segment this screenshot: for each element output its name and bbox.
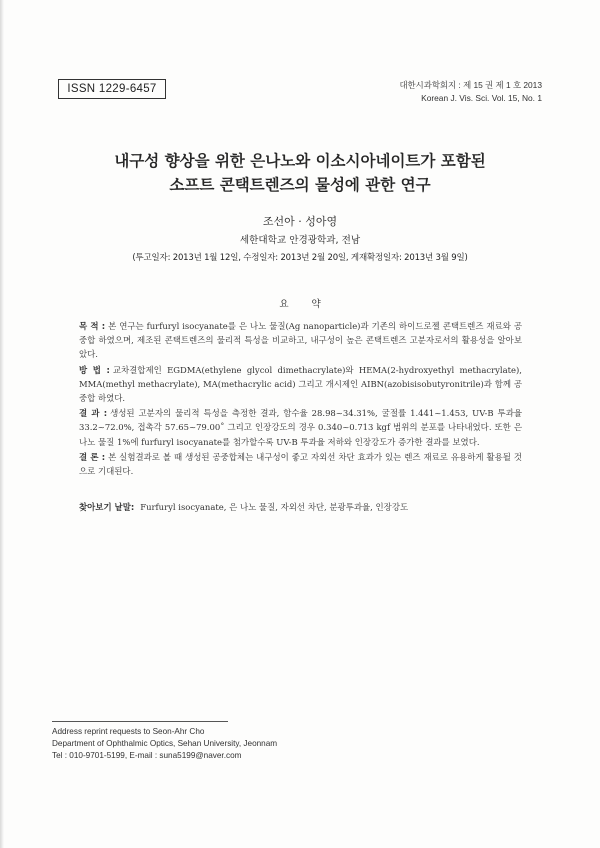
abstract-conclusion: [79, 450, 522, 478]
abstract-body: [79, 319, 522, 479]
footnote-line-2: Department of Ophthalmic Optics, Sehan University, Jeonnam: [52, 739, 278, 748]
paper-title-line-1: 내구성 향상을 위한 은나노와 이소시아네이트가 포함된: [114, 152, 486, 170]
authors: 조선아 · 성아영: [262, 215, 338, 228]
affiliation: 세한대학교 안경광학과, 전남: [239, 235, 361, 246]
abstract-results: [79, 406, 522, 449]
journal-citation: [399, 79, 542, 105]
abstract-conclusion-label: 결 론 :: [79, 451, 106, 462]
keywords-label: 찾아보기 낱말:: [79, 502, 135, 512]
abstract-heading: 요 약: [279, 299, 331, 310]
correspondence-footnote: [52, 726, 452, 762]
abstract-purpose-label: 목 적 :: [79, 321, 106, 331]
abstract-methods: [79, 363, 522, 406]
abstract-results-label: 결 과 :: [79, 408, 108, 419]
abstract-methods-label: 방 법 :: [79, 364, 110, 375]
journal-citation-english: Korean J. Vis. Sci. Vol. 15, No. 1: [421, 93, 542, 103]
issn-box: ISSN 1229-6457: [58, 79, 166, 99]
keywords-text: Furfuryl isocyanate, 은 나노 물질, 자외선 차단, 분광투과율, 인장강도: [140, 502, 409, 512]
abstract-purpose-text: 본 연구는 furfuryl isocyanate를 은 나노 물질(Ag nanoparticle)과 기존의 하이드로젤 콘택트렌즈 재료와 공중합 하였으며, 제조된 콘택트렌즈의 물리적 특성을 비교하고, 내구성이 높은 콘택트렌즈 고분자로서의 활용성을 알아보았다.: [79, 321, 522, 360]
abstract-methods-text: 교차결합제인 EGDMA(ethylene glycol dimethacrylate)와 HEMA(2-hydroxyethyl methacrylate), MMA(methyl methacrylate), MA(methacrylic acid) 그리고 개시제인 AIBN(azobisisobutyronitrile)과 함께 공중합 하였다.: [79, 364, 522, 404]
abstract-results-text: 생성된 고분자의 물리적 특성을 측정한 결과, 함수율 28.98~34.31%, 굴절률 1.441~1.453, UV-B 투과율 33.2~72.0%, 접촉각 57.65~79.00˚ 그리고 인장강도의 경우 0.340~0.713 kgf 범위의 분포를 나타내었다. 또한 은 나노 물질 1%에 furfuryl isocyanate를 첨가할수록 UV-B 투과율 저하와 인장강도가 증가한 결과를 보였다.: [79, 408, 522, 447]
paper-title-line-2: 소프트 콘택트렌즈의 물성에 관한 연구: [169, 176, 431, 194]
abstract-conclusion-text: 본 실험결과로 볼 때 생성된 공중합체는 내구성이 좋고 자외선 차단 효과가 있는 렌즈 재료로 유용하게 활용될 것으로 기대된다.: [79, 451, 522, 477]
page-edge-shadow: [0, 0, 4, 848]
journal-citation-korean: 대한시과학회지 : 제 15 권 제 1 호 2013: [399, 80, 542, 90]
footnote-line-1: Address reprint requests to Seon-Ahr Cho: [52, 727, 205, 736]
submission-dates: (투고일자: 2013년 1월 12일, 수정일자: 2013년 2월 20일, 게재확정일자: 2013년 3월 9일): [132, 253, 468, 263]
footnote-line-3: Tel : 010-9701-5199, E-mail : suna5199@naver.com: [52, 751, 242, 760]
keywords: [79, 500, 522, 514]
paper-title: [0, 149, 600, 197]
footnote-divider: [52, 721, 228, 722]
abstract-purpose: [79, 319, 522, 362]
